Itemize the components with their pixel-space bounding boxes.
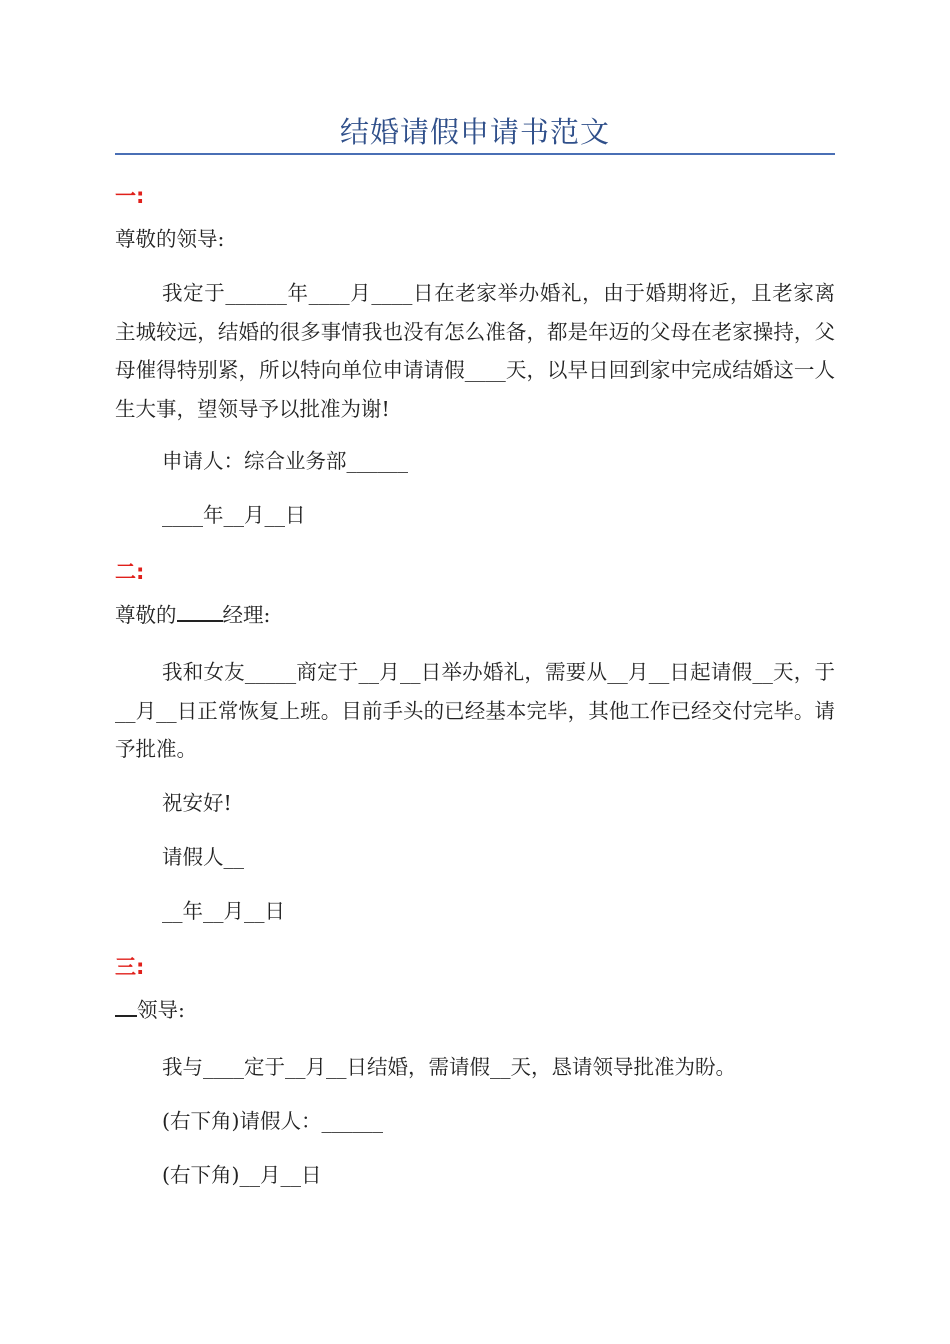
- salutation-blank: [115, 997, 137, 1017]
- section1-date: ____年__月__日: [162, 503, 306, 527]
- section-heading-1: 一:: [115, 184, 145, 208]
- section3-body: 我与____定于__月__日结婚，需请假__天，恳请领导批准为盼。: [162, 1055, 736, 1079]
- section1-applicant: 申请人：综合业务部______: [162, 449, 408, 473]
- section1-body: 我定于______年____月____日在老家举办婚礼，由于婚期将近，且老家离主城较远，结婚的很多事情我也没有怎么准备，都是年迈的父母在老家操持，父母催得特别紧，所以特向单位申请请假____天，以早日回到家中完成结婚这一人生大事，望领导予以批准为谢!: [115, 281, 835, 421]
- section2-date: __年__月__日: [162, 899, 285, 923]
- section-heading-2: 二:: [115, 560, 145, 584]
- salutation-blank: [177, 602, 223, 622]
- section2-greeting: 祝安好!: [162, 791, 232, 815]
- section2-salutation-suffix: 经理:: [222, 603, 271, 627]
- document-title: 结婚请假申请书范文: [339, 115, 610, 149]
- section3-salutation-suffix: 领导:: [137, 998, 185, 1022]
- section3-salutation: [115, 991, 835, 1029]
- section2-salutation-prefix: 尊敬的: [115, 603, 177, 627]
- section3-date: (右下角)__月__日: [162, 1163, 322, 1187]
- section2-applicant: 请假人__: [162, 845, 244, 869]
- section1-salutation: 尊敬的领导:: [115, 227, 225, 251]
- section2-body: 我和女友_____商定于__月__日举办婚礼，需要从__月__日起请假__天，于__月__日正常恢复上班。目前手头的已经基本完毕，其他工作已经交付完毕。请予批准。: [115, 660, 835, 761]
- title-underline: [115, 153, 835, 155]
- section-heading-3: 三:: [115, 955, 145, 979]
- section2-salutation: [115, 596, 835, 634]
- section3-applicant: (右下角)请假人：______: [162, 1109, 383, 1133]
